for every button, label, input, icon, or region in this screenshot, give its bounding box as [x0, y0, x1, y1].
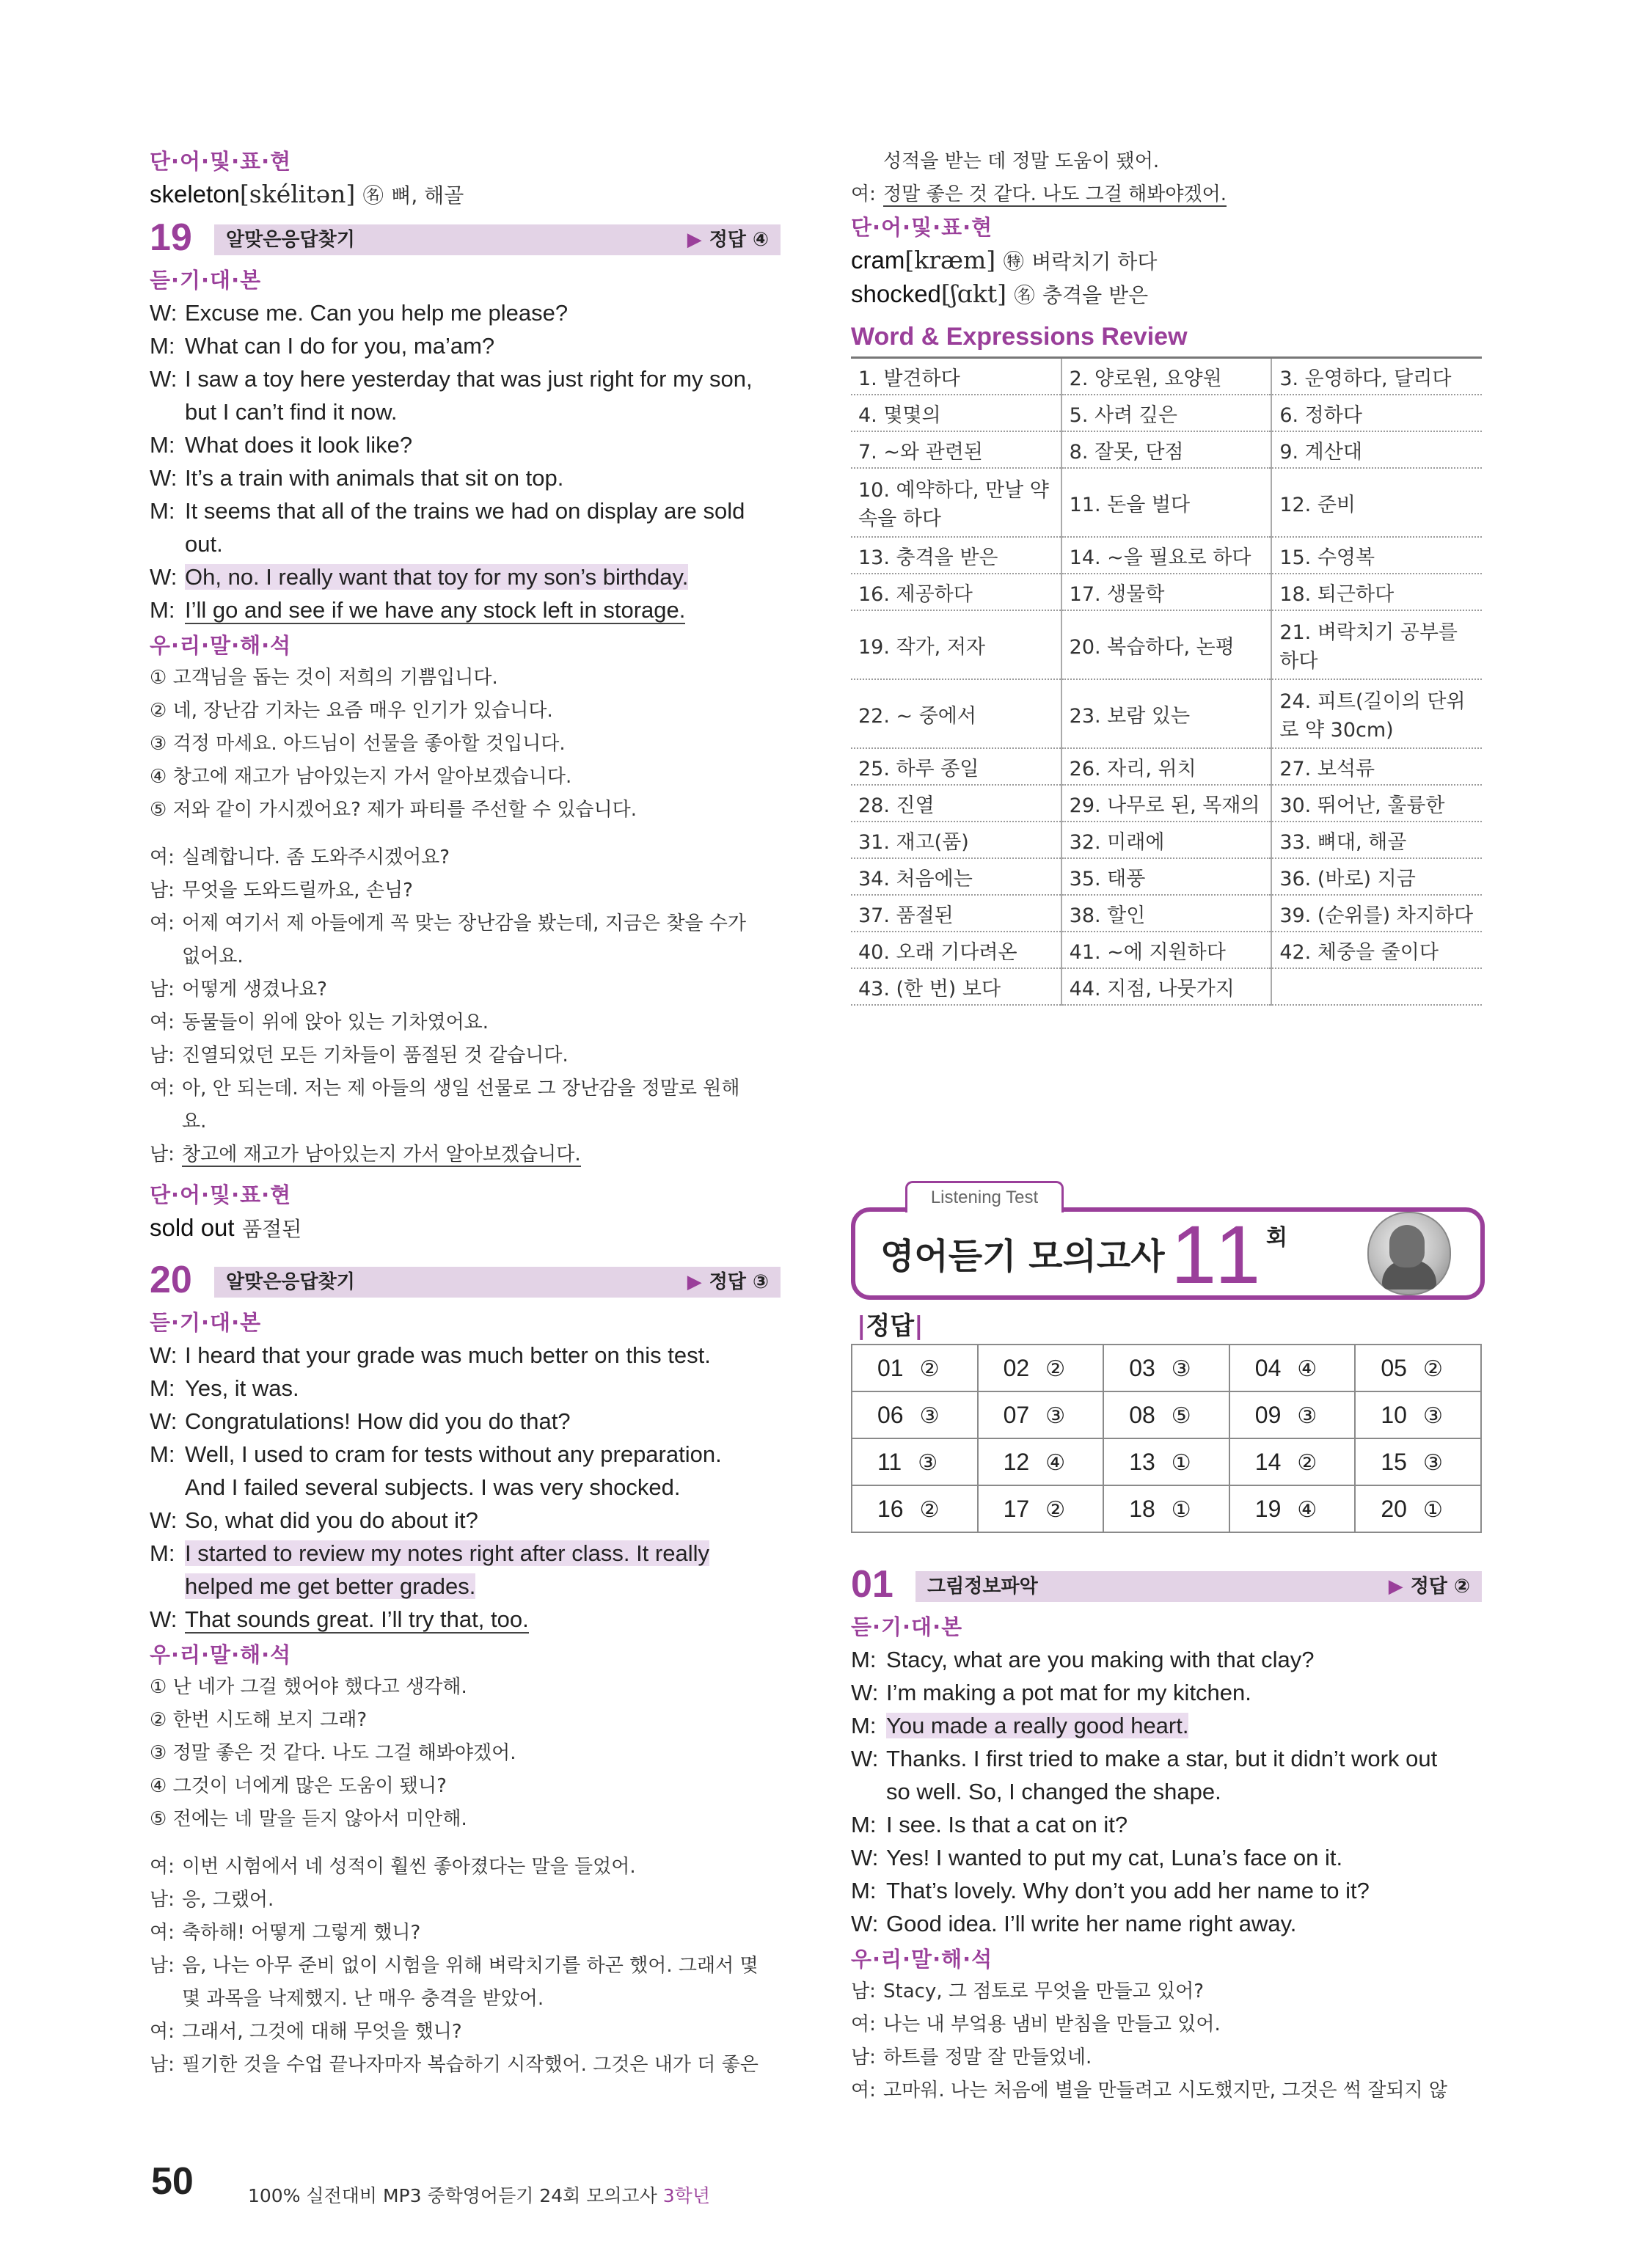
- review-cell: 17. 생물학: [1061, 574, 1272, 610]
- review-row: [851, 895, 1482, 932]
- question-number: 01: [851, 1563, 893, 1606]
- dialog-19: [150, 296, 781, 626]
- dialog-line: M: What does it look like?: [150, 432, 413, 458]
- answer-question-number: 02: [1003, 1354, 1030, 1381]
- answer-question-number: 15: [1381, 1448, 1407, 1475]
- dialog-01: M: Stacy, what are you making with that clay? W: I’m making a pot mat for my kitchen. M: You made a really good heart. W: Thanks. I first tried to make a star, but it didn’t work out so well. So, I changed the shape. M: I see. Is that a cat on it? W: Yes! I wanted to put my cat, Luna’s face on it. M: That’s lovely. Why don’t you add her name to it? W: Good idea. I’ll write her name right away.: [851, 1647, 1438, 1936]
- dialog-line: W: Excuse me. Can you help me please?: [150, 300, 569, 326]
- interp-title: 우·리·말·해·석: [150, 1642, 292, 1667]
- interp-title: 우·리·말·해·석: [150, 633, 292, 658]
- answer-choice: ③: [1422, 1403, 1443, 1428]
- review-cell: 21. 벼락치기 공부를 하다: [1271, 610, 1482, 679]
- answer-choice: ③: [918, 1450, 938, 1475]
- option: ⑤ 전에는 네 말을 듣지 않아서 미안해.: [150, 1808, 467, 1830]
- option: ② 한번 시도해 보지 그래?: [150, 1709, 368, 1731]
- answer-cell: [1229, 1391, 1356, 1438]
- answer-cell: [1355, 1345, 1481, 1391]
- review-row: [851, 748, 1482, 785]
- review-row: [851, 785, 1482, 822]
- review-cell: 9. 계산대: [1271, 431, 1482, 468]
- banner-tab: Listening Test: [905, 1181, 1064, 1212]
- question-19-header: [150, 216, 781, 259]
- answer-question-number: 20: [1381, 1495, 1407, 1522]
- answer-question-number: 06: [877, 1401, 904, 1428]
- review-cell: 28. 진열: [851, 785, 1061, 822]
- answer-cell: [1355, 1391, 1481, 1438]
- review-cell: 37. 품절된: [851, 895, 1061, 932]
- answer-question-number: 14: [1254, 1448, 1282, 1475]
- review-cell: 7. ~와 관련된: [851, 431, 1061, 468]
- question-20-header: [150, 1259, 781, 1301]
- dialog-line: M: It seems that all of the trains we had on display are sold: [150, 498, 745, 524]
- answers-title: |정답|: [857, 1312, 924, 1341]
- option: ④ 그것이 너에게 많은 도움이 됐니?: [150, 1775, 447, 1797]
- answer-choice: ②: [1297, 1450, 1317, 1475]
- vocab-entry: shocked[ʃɑkt] ㊔ 충격을 받은: [851, 279, 1149, 308]
- review-row: [851, 358, 1482, 395]
- review-row: [851, 858, 1482, 895]
- review-cell: 39. (순위를) 차지하다: [1271, 895, 1482, 932]
- answer-cell: [1229, 1485, 1356, 1532]
- translation-01: 남: Stacy, 그 점토로 무엇을 만들고 있어? 여: 나는 내 부엌용 냄비 받침을 만들고 있어. 남: 하트를 정말 잘 만들었네. 여: 고마워. 나는 처음에 별을 만들려고 시도했지만, 그것은 썩 잘되지 않: [851, 1980, 1448, 2101]
- answer-choice: ①: [1422, 1497, 1443, 1522]
- review-cell: 18. 퇴근하다: [1271, 574, 1482, 610]
- translation-19: 여: 실례합니다. 좀 도와주시겠어요? 남: 무엇을 도와드릴까요, 손님? 여: 어제 여기서 제 아들에게 꼭 맞는 장난감을 봤는데, 지금은 찾을 수가 없어요. 남: 어떻게 생겼나요? 여: 동물들이 위에 앉아 있는 기차였어요. 남: 진열되었던 모든 기차들이 품절된 것 같습니다. 여: 아, 안 되는데. 저는 제 아들의 생일 선물로 그 장난감을 정말로 원해 요. 남: 창고에 재고가 남아있는지 가서 알아보겠습니다.: [150, 846, 747, 1166]
- review-cell: 4. 몇몇의: [851, 395, 1061, 431]
- answer-cell: [1103, 1345, 1229, 1391]
- answer-question-number: 12: [1003, 1448, 1030, 1475]
- review-cell: 12. 준비: [1271, 468, 1482, 537]
- answer-choice: ②: [1422, 1356, 1443, 1381]
- review-cell: 30. 뛰어난, 훌륭한: [1271, 785, 1482, 822]
- review-cell: 32. 미래에: [1061, 822, 1272, 858]
- review-row: [851, 431, 1482, 468]
- review-row: [851, 395, 1482, 431]
- review-cell: 8. 잘못, 단점: [1061, 431, 1272, 468]
- answer-choice: ②: [919, 1356, 940, 1381]
- script-title: 듣·기·대·본: [851, 1614, 963, 1639]
- review-cell: 6. 정하다: [1271, 395, 1482, 431]
- answer-cell: [852, 1345, 978, 1391]
- answer-choice: ②: [919, 1497, 940, 1522]
- answer-cell: [1103, 1438, 1229, 1485]
- dialog-line: M: I’ll go and see if we have any stock left in storage.: [150, 597, 686, 623]
- review-cell: 11. 돈을 벌다: [1061, 468, 1272, 537]
- dialog-line: W: Oh, no. I really want that toy for my son’s birthday.: [150, 564, 689, 590]
- answer-question-number: 04: [1254, 1354, 1282, 1381]
- script-title: 듣·기·대·본: [150, 1310, 262, 1335]
- answer-question-number: 18: [1129, 1495, 1155, 1522]
- answer-question-number: 03: [1129, 1354, 1155, 1381]
- triangle-icon: ▶: [687, 229, 702, 251]
- review-cell: [1271, 968, 1482, 1005]
- review-row: [851, 932, 1482, 968]
- answer-cell: [978, 1391, 1104, 1438]
- banner-box: [851, 1207, 1485, 1300]
- answer-cell: [978, 1345, 1104, 1391]
- review-row: [851, 574, 1482, 610]
- answer-choice: ②: [1045, 1497, 1066, 1522]
- review-cell: 35. 태풍: [1061, 858, 1272, 895]
- answer-question-number: 07: [1003, 1401, 1030, 1428]
- answer-key-table: [851, 1344, 1482, 1533]
- review-cell: 27. 보석류: [1271, 748, 1482, 785]
- question-type-bar: 그림정보파악 ▶ 정답 ②: [915, 1571, 1482, 1602]
- review-cell: 2. 양로원, 요양원: [1061, 358, 1272, 395]
- answer-choice: ④: [1045, 1450, 1066, 1475]
- answer-choice: ③: [919, 1403, 940, 1428]
- review-cell: 40. 오래 기다려온: [851, 932, 1061, 968]
- answer-choice: ③: [1297, 1403, 1317, 1428]
- answer-cell: [852, 1391, 978, 1438]
- review-cell: 33. 뼈대, 해골: [1271, 822, 1482, 858]
- review-cell: 44. 지점, 나뭇가지: [1061, 968, 1272, 1005]
- review-cell: 42. 체중을 줄이다: [1271, 932, 1482, 968]
- vocab-entry: cram[kræm] ㊕ 벼락치기 하다: [851, 246, 1158, 274]
- test-number-suffix: 회: [1266, 1225, 1287, 1251]
- dialog-line: W: It’s a train with animals that sit on top.: [150, 465, 564, 491]
- options-19: [150, 662, 781, 827]
- review-cell: 3. 운영하다, 달리다: [1271, 358, 1482, 395]
- dialog-line: M: What can I do for you, ma’am?: [150, 333, 495, 359]
- question-01-header: [851, 1563, 1482, 1606]
- review-cell: 1. 발견하다: [851, 358, 1061, 395]
- vocab-title: 단·어·및·표·현: [150, 1182, 292, 1207]
- answer-choice: ③: [1171, 1356, 1191, 1381]
- question-type-bar: 알맞은응답찾기 ▶ 정답 ④: [214, 224, 781, 255]
- review-cell: 31. 재고(품): [851, 822, 1061, 858]
- review-cell: 16. 제공하다: [851, 574, 1061, 610]
- option: ④ 창고에 재고가 남아있는지 가서 알아보겠습니다.: [150, 766, 572, 788]
- review-row: [851, 968, 1482, 1005]
- translation-20: 여: 이번 시험에서 네 성적이 훨씬 좋아졌다는 말을 들었어. 남: 응, 그랬어. 여: 축하해! 어떻게 그렇게 했니? 남: 음, 나는 아무 준비 없이 시험을 위해 벼락치기를 하곤 했어. 그래서 몇 몇 과목을 낙제했지. 난 매우 충격을 받았어. 여: 그래서, 그것에 대해 무엇을 했니? 남: 필기한 것을 수업 끝나자마자 복습하기 시작했어. 그것은 내가 더 좋은: [150, 1856, 759, 2076]
- answer-choice: ⑤: [1171, 1403, 1191, 1428]
- answer-row: [852, 1485, 1481, 1532]
- triangle-icon: ▶: [1388, 1576, 1403, 1598]
- answer-choice: ①: [1171, 1497, 1191, 1522]
- footer-book-title: 100% 실전대비 MP3 중학영어듣기 24회 모의고사 3학년: [248, 2185, 710, 2206]
- option: ① 난 네가 그걸 했어야 했다고 생각해.: [150, 1676, 467, 1698]
- page-number: 50: [151, 2160, 194, 2203]
- answer-question-number: 19: [1254, 1495, 1282, 1522]
- answer-choice: ②: [1045, 1356, 1066, 1381]
- answer-question-number: 11: [877, 1448, 902, 1475]
- review-cell: 23. 보람 있는: [1061, 679, 1272, 748]
- answer-question-number: 05: [1381, 1354, 1407, 1381]
- vocab-title: 단·어·및·표·현: [150, 149, 292, 174]
- review-cell: 14. ~을 필요로 하다: [1061, 537, 1272, 574]
- review-row: [851, 822, 1482, 858]
- option: ③ 정말 좋은 것 같다. 나도 그걸 해봐야겠어.: [150, 1742, 516, 1764]
- review-cell: 19. 작가, 저자: [851, 610, 1061, 679]
- review-cell: 36. (바로) 지금: [1271, 858, 1482, 895]
- review-cell: 26. 자리, 위치: [1061, 748, 1272, 785]
- answer-cell: [1103, 1485, 1229, 1532]
- vocab-entry: sold out 품절된: [150, 1214, 302, 1241]
- review-cell: 43. (한 번) 보다: [851, 968, 1061, 1005]
- answer-choice: ③: [1045, 1403, 1066, 1428]
- question-number: 20: [150, 1259, 192, 1301]
- test-number: 11: [1171, 1209, 1265, 1301]
- review-cell: 38. 할인: [1061, 895, 1272, 932]
- dialog-line: but I can’t find it now.: [185, 399, 398, 425]
- answer-question-number: 16: [877, 1495, 904, 1522]
- answer-row: [852, 1391, 1481, 1438]
- review-cell: 34. 처음에는: [851, 858, 1061, 895]
- listening-test-banner: [851, 1181, 1480, 1301]
- vocab-entry: skeleton[skélitən] ㊔ 뼈, 해골: [150, 180, 464, 208]
- review-cell: 13. 충격을 받은: [851, 537, 1061, 574]
- review-cell: 5. 사려 깊은: [1061, 395, 1272, 431]
- dialog-line: W: I saw a toy here yesterday that was just right for my son,: [150, 366, 753, 392]
- answer-choice: ④: [1297, 1497, 1317, 1522]
- interp-title: 우·리·말·해·석: [851, 1947, 993, 1972]
- answer-cell: [852, 1485, 978, 1532]
- answer-cell: [978, 1438, 1104, 1485]
- review-cell: 15. 수영복: [1271, 537, 1482, 574]
- option: ① 고객님을 돕는 것이 저희의 기쁨입니다.: [150, 667, 498, 689]
- answer-question-number: 01: [877, 1354, 904, 1381]
- review-title: Word & Expressions Review: [851, 323, 1188, 351]
- answer-question-number: 09: [1254, 1401, 1282, 1428]
- answer-cell: [1229, 1438, 1356, 1485]
- dialog-20: W: I heard that your grade was much better on this test. M: Yes, it was. W: Congratulations! How did you do that? M: Well, I used to cram for tests without any preparation. And I failed several subjects. I was very shocked. W: So, what did you do about it? M: I started to review my notes right after class. It really helped me get better grades. W: That sounds great. I’ll try that, too.: [150, 1342, 722, 1632]
- answer-row: [852, 1438, 1481, 1485]
- review-cell: 22. ~ 중에서: [851, 679, 1061, 748]
- question-type-bar: 알맞은응답찾기 ▶ 정답 ③: [214, 1267, 781, 1298]
- answer-question-number: 13: [1129, 1448, 1155, 1475]
- answer-choice: ④: [1297, 1356, 1317, 1381]
- review-cell: 20. 복습하다, 논평: [1061, 610, 1272, 679]
- dialog-line: out.: [185, 531, 223, 557]
- answer-cell: [1355, 1438, 1481, 1485]
- question-01-block: [851, 1558, 1482, 2107]
- answer-cell: [1103, 1391, 1229, 1438]
- answer-cell: [978, 1485, 1104, 1532]
- review-row: [851, 468, 1482, 537]
- option: ③ 걱정 마세요. 아드님이 선물을 좋아할 것입니다.: [150, 733, 566, 755]
- answer-question-number: 10: [1381, 1401, 1407, 1428]
- banner-title: 영어듣기 모의고사: [880, 1236, 1165, 1277]
- vocab-title: 단·어·및·표·현: [851, 215, 993, 240]
- answer-choice: ③: [1422, 1450, 1443, 1475]
- review-table: [851, 356, 1482, 1006]
- review-cell: 24. 피트(길이의 단위로 약 30cm): [1271, 679, 1482, 748]
- question-number: 19: [150, 216, 192, 259]
- answer-choice: ①: [1171, 1450, 1191, 1475]
- options-20: [150, 1671, 781, 1836]
- review-cell: 41. ~에 지원하다: [1061, 932, 1272, 968]
- review-row: [851, 679, 1482, 748]
- review-cell: 10. 예약하다, 만날 약속을 하다: [851, 468, 1061, 537]
- review-cell: 25. 하루 종일: [851, 748, 1061, 785]
- coin-portrait-icon: [1367, 1212, 1451, 1295]
- answer-cell: [1355, 1485, 1481, 1532]
- answer-question-number: 08: [1129, 1401, 1155, 1428]
- script-title: 듣·기·대·본: [150, 268, 262, 293]
- option: ⑤ 저와 같이 가시겠어요? 제가 파티를 주선할 수 있습니다.: [150, 799, 637, 821]
- answer-cell: [852, 1438, 978, 1485]
- answer-cell: [1229, 1345, 1356, 1391]
- review-cell: 29. 나무로 된, 목재의: [1061, 785, 1272, 822]
- answer-question-number: 17: [1003, 1495, 1030, 1522]
- translation-continued: 성적을 받는 데 정말 도움이 됐어. 여: 정말 좋은 것 같다. 나도 그걸 해봐야겠어.: [851, 150, 1227, 205]
- answer-row: [852, 1345, 1481, 1391]
- triangle-icon: ▶: [687, 1271, 702, 1293]
- option: ② 네, 장난감 기차는 요즘 매우 인기가 있습니다.: [150, 700, 553, 722]
- review-row: [851, 537, 1482, 574]
- review-row: [851, 610, 1482, 679]
